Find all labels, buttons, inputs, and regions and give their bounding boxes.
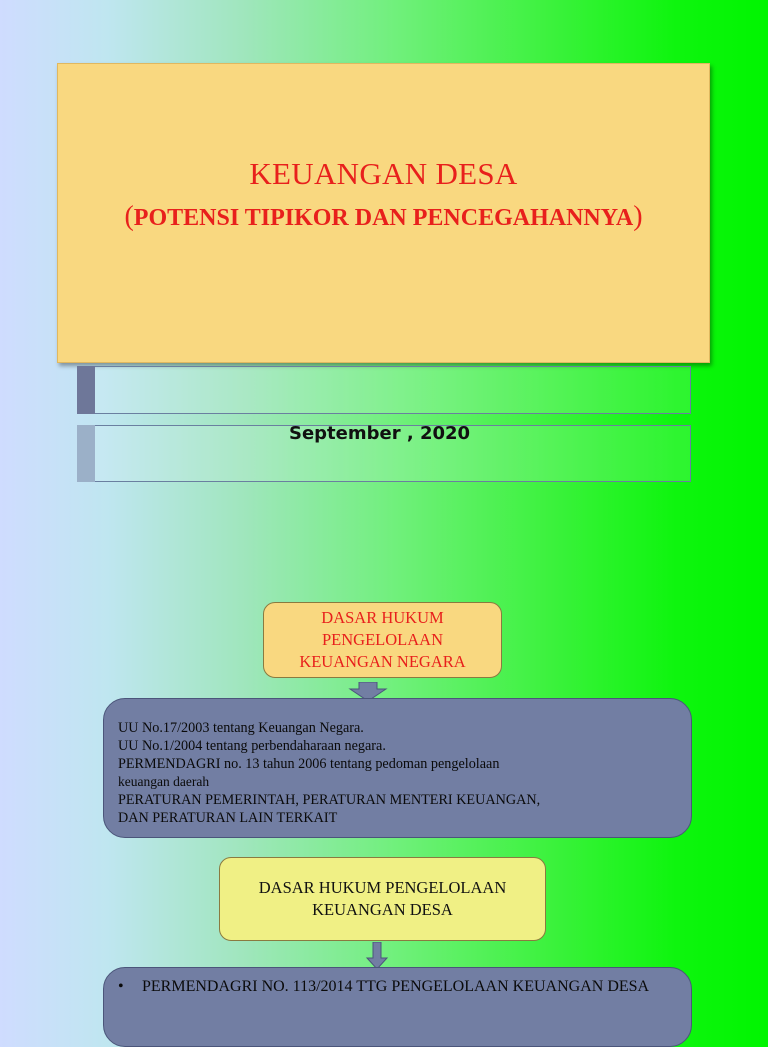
dasar-hukum-desa-label [219, 857, 546, 941]
label2-line: KEUANGAN DESA [312, 900, 453, 919]
regulasi-desa-box [103, 967, 692, 1047]
bullet-icon: • [118, 978, 124, 995]
down-arrow-icon [365, 942, 389, 970]
label1-line: KEUANGAN NEGARA [299, 652, 466, 671]
label1-line: PENGELOLAAN [322, 630, 443, 649]
date-bar-accent [77, 425, 95, 482]
regulation-item: UU No.1/2004 tentang perbendaharaan negara. [118, 738, 386, 754]
date-text: September , 2020 [289, 423, 471, 444]
title-sub-open-paren: ( [124, 201, 134, 232]
list-item [118, 976, 675, 998]
regulasi-negara-box [103, 698, 692, 838]
regulation-item: keuangan daerah [118, 774, 210, 789]
title-box [57, 63, 710, 363]
label1-line: DASAR HUKUM [321, 608, 444, 627]
label2-line: DASAR HUKUM PENGELOLAAN [258, 878, 507, 897]
regulation-item: PERMENDAGRI NO. 113/2014 TTG PENGELOLAAN KEUANGAN DESA [142, 978, 650, 995]
title-main: KEUANGAN DESA [249, 156, 518, 191]
regulation-item: UU No.17/2003 tentang Keuangan Negara. [118, 720, 364, 736]
title-sub-text: POTENSI TIPIKOR DAN PENCEGAHANNYA [133, 205, 634, 231]
dasar-hukum-negara-label [263, 602, 502, 678]
regulation-item: DAN PERATURAN LAIN TERKAIT [118, 810, 338, 826]
subtitle-bar-accent [77, 366, 95, 414]
regulation-item: PERMENDAGRI no. 13 tahun 2006 tentang pedoman pengelolaan [118, 756, 500, 772]
regulation-item: PERATURAN PEMERINTAH, PERATURAN MENTERI KEUANGAN, [118, 792, 541, 808]
subtitle-bar [77, 366, 691, 414]
title-subtitle [58, 201, 709, 233]
title-sub-close-paren: ) [633, 201, 643, 232]
